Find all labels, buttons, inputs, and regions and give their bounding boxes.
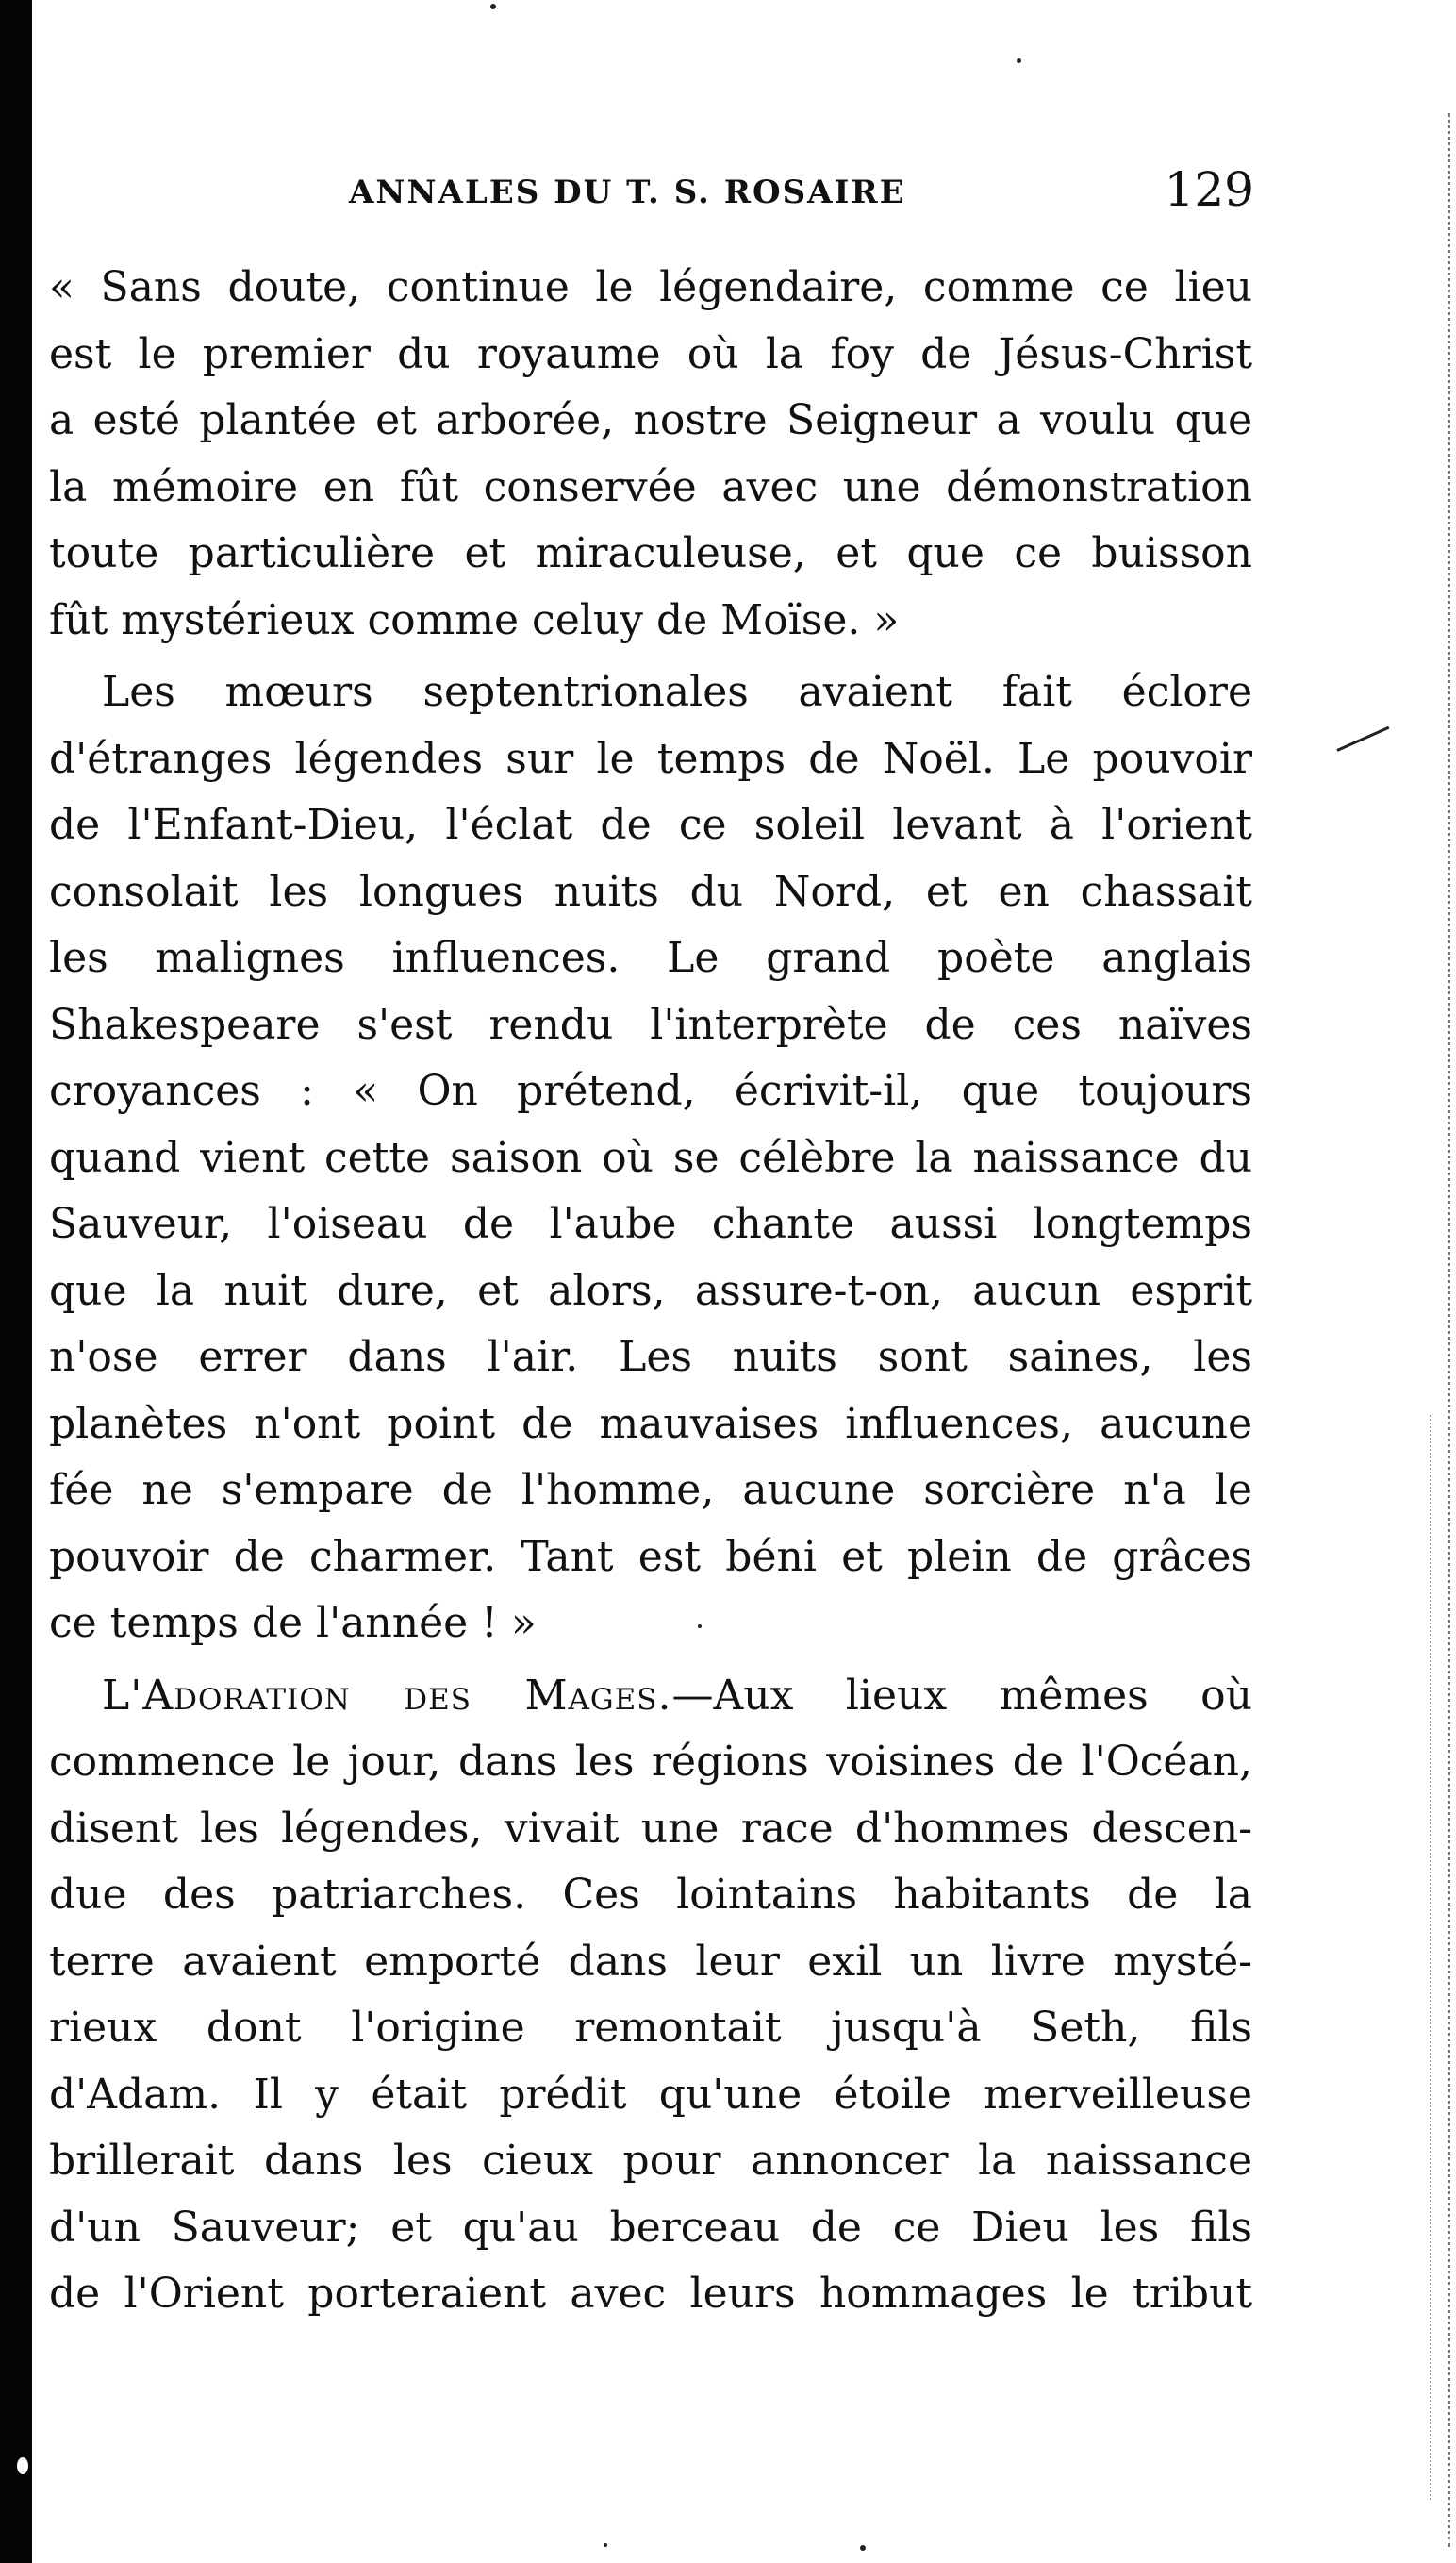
text-line: d'étranges légendes sur le temps de Noël. Le pouvoir bbox=[49, 734, 1252, 783]
text-line: n'ose errer dans l'air. Les nuits sont saines, les bbox=[49, 1333, 1252, 1381]
paper-notch bbox=[17, 2457, 28, 2474]
page-number: 129 bbox=[1164, 162, 1254, 217]
running-head: ANNALES DU T. S. ROSAIRE bbox=[349, 174, 906, 211]
text-line: croyances : « On prétend, écrivit-il, que toujours bbox=[49, 1067, 1252, 1115]
text-line: est le premier du royaume où la foy de Jésus-Christ bbox=[49, 329, 1252, 378]
page-header bbox=[349, 162, 1254, 228]
text-line: les malignes influences. Le grand poète anglais bbox=[49, 934, 1252, 982]
text-line: brillerait dans les cieux pour annoncer la naissance bbox=[49, 2137, 1252, 2185]
ink-speck bbox=[604, 2543, 607, 2547]
paragraph bbox=[49, 1663, 1252, 2328]
text-line: due des patriarches. Ces lointains habitants de la bbox=[49, 1871, 1252, 1919]
text-line: quand vient cette saison où se célèbre la naissance du bbox=[49, 1133, 1252, 1182]
text-line: consolait les longues nuits du Nord, et en chassait bbox=[49, 867, 1252, 916]
text-line: Sauveur, l'oiseau de l'aube chante aussi longtemps bbox=[49, 1200, 1252, 1248]
text-line: commence le jour, dans les régions voisines de l'Océan, bbox=[49, 1738, 1252, 1786]
text-line: toute particulière et miraculeuse, et que ce buisson bbox=[49, 529, 1252, 577]
text-line: d'Adam. Il y était prédit qu'une étoile merveilleuse bbox=[49, 2070, 1252, 2119]
section-heading: L'Adoration des Mages. bbox=[102, 1671, 672, 1720]
text-line: Shakespeare s'est rendu l'interprète de ces naïves bbox=[49, 1000, 1252, 1049]
text-line: de l'Orient porteraient avec leurs hommages le tribut bbox=[49, 2270, 1252, 2318]
text-line: planètes n'ont point de mauvaises influences, aucune bbox=[49, 1399, 1252, 1448]
text-line: fée ne s'empare de l'homme, aucune sorcière n'a le bbox=[49, 1466, 1252, 1514]
ink-speck bbox=[1017, 58, 1021, 63]
text-line: que la nuit dure, et alors, assure-t-on, aucun esprit bbox=[49, 1266, 1252, 1315]
text-line bbox=[49, 1663, 1252, 1730]
paragraph bbox=[49, 659, 1252, 1657]
text-line: rieux dont l'origine remontait jusqu'à Seth, fils bbox=[49, 2004, 1252, 2052]
ink-speck bbox=[860, 2545, 866, 2551]
text-line: disent les légendes, vivait une race d'hommes descen- bbox=[49, 1804, 1252, 1853]
text-line: la mémoire en fût conservée avec une démonstration bbox=[49, 462, 1252, 511]
text-line: ce temps de l'année ! » bbox=[49, 1599, 537, 1647]
text-line: terre avaient emporté dans leur exil un livre mysté- bbox=[49, 1937, 1252, 1986]
paragraph bbox=[49, 255, 1252, 654]
text-line: d'un Sauveur; et qu'au berceau de ce Dieu les fils bbox=[49, 2203, 1252, 2252]
margin-pencil-mark bbox=[1336, 726, 1389, 752]
text-line: Les mœurs septentrionales avaient fait éclore bbox=[102, 668, 1252, 716]
text-line: a esté plantée et arborée, nostre Seigneur a voulu que bbox=[49, 396, 1252, 444]
body-text bbox=[49, 255, 1252, 2328]
text-line: pouvoir de charmer. Tant est béni et plein de grâces bbox=[49, 1532, 1252, 1581]
page-edge-dots bbox=[1428, 1415, 1431, 2500]
page-edge-dots bbox=[1444, 113, 1450, 2547]
heading-continuation: —Aux lieux mêmes où bbox=[671, 1671, 1252, 1720]
ink-speck bbox=[490, 4, 496, 9]
text-line: fût mystérieux comme celuy de Moïse. » bbox=[49, 595, 900, 644]
text-line: de l'Enfant-Dieu, l'éclat de ce soleil levant à l'orient bbox=[49, 801, 1252, 849]
binding-shadow bbox=[0, 0, 32, 2563]
text-line: « Sans doute, continue le légendaire, comme ce lieu bbox=[49, 263, 1252, 311]
